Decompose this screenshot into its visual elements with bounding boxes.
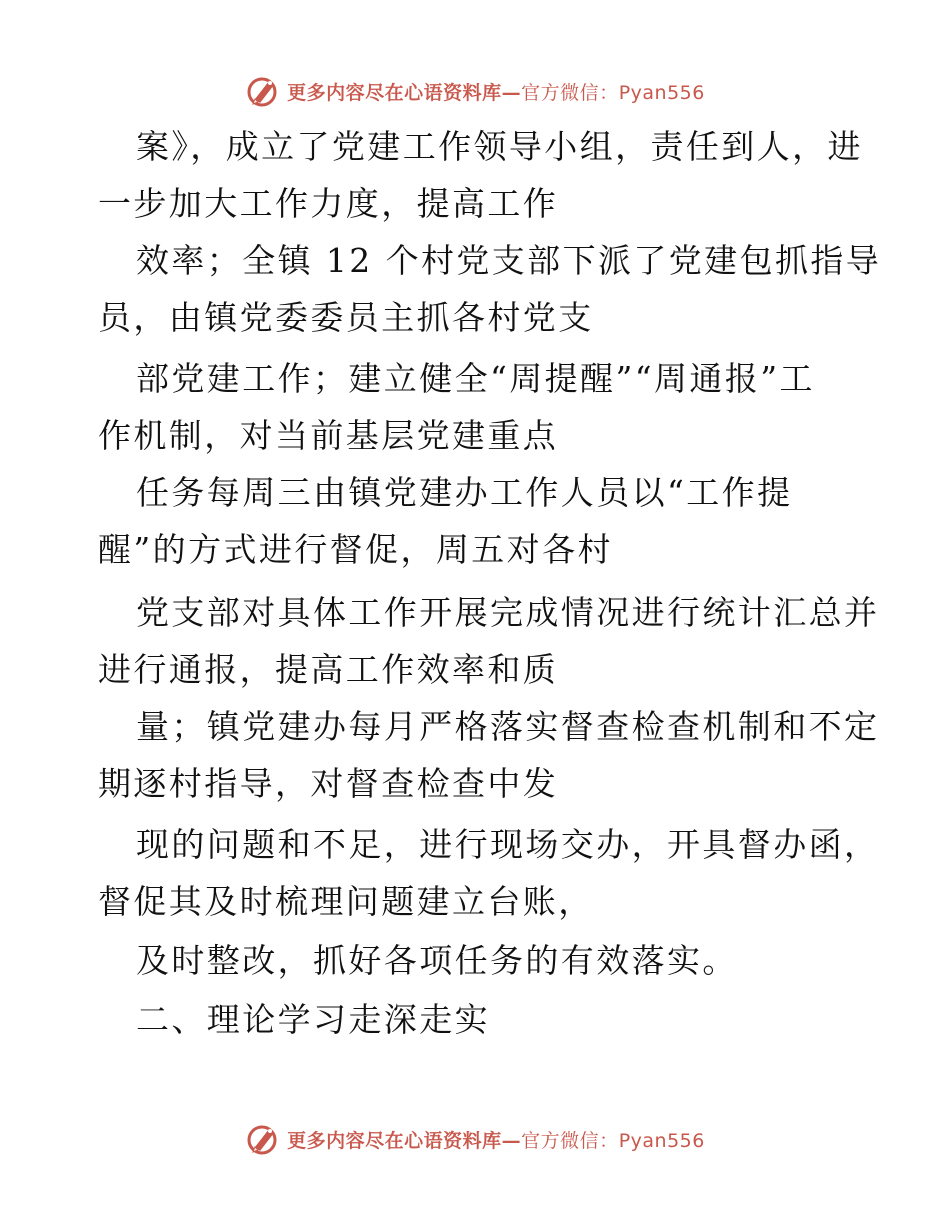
pen-logo-icon <box>245 1121 281 1157</box>
watermark-text: 更多内容尽在心语资料库—官方微信：Pyan556 <box>287 81 705 104</box>
section-heading: 二、理论学习走深走实 <box>136 1000 490 1039</box>
watermark-text: 更多内容尽在心语资料库—官方微信：Pyan556 <box>287 1129 705 1152</box>
paragraph-line: 量；镇党建办每月严格落实督查检查机制和不定 <box>136 707 880 746</box>
pen-logo-icon <box>245 73 281 109</box>
paragraph-line: 期逐村指导，对督查检查中发 <box>98 764 559 803</box>
header-watermark <box>0 71 950 111</box>
paragraph-line: 现的问题和不足，进行现场交办，开具督办函， <box>136 825 880 864</box>
paragraph-line: 案》，成立了党建工作领导小组，责任到人，进 <box>136 127 863 166</box>
paragraph-line: 督促其及时梳理问题建立台账， <box>98 882 594 921</box>
paragraph-line: 作机制，对当前基层党建重点 <box>98 416 559 455</box>
paragraph-line: 员，由镇党委委员主抓各村党支 <box>98 298 594 337</box>
footer-watermark <box>0 1119 950 1159</box>
paragraph-line: 醒”的方式进行督促，周五对各村 <box>98 530 613 569</box>
paragraph-line: 及时整改，抓好各项任务的有效落实。 <box>136 941 738 980</box>
paragraph-line: 党支部对具体工作开展完成情况进行统计汇总并 <box>136 593 880 632</box>
paragraph-line: 任务每周三由镇党建办工作人员以“工作提 <box>136 473 793 512</box>
paragraph-line: 一步加大工作力度，提高工作 <box>98 184 559 223</box>
paragraph-line: 进行通报，提高工作效率和质 <box>98 650 559 689</box>
paragraph-line: 部党建工作；建立健全“周提醒”“周通报”工 <box>136 359 815 398</box>
paragraph-line: 效率；全镇 12 个村党支部下派了党建包抓指导 <box>136 241 882 280</box>
